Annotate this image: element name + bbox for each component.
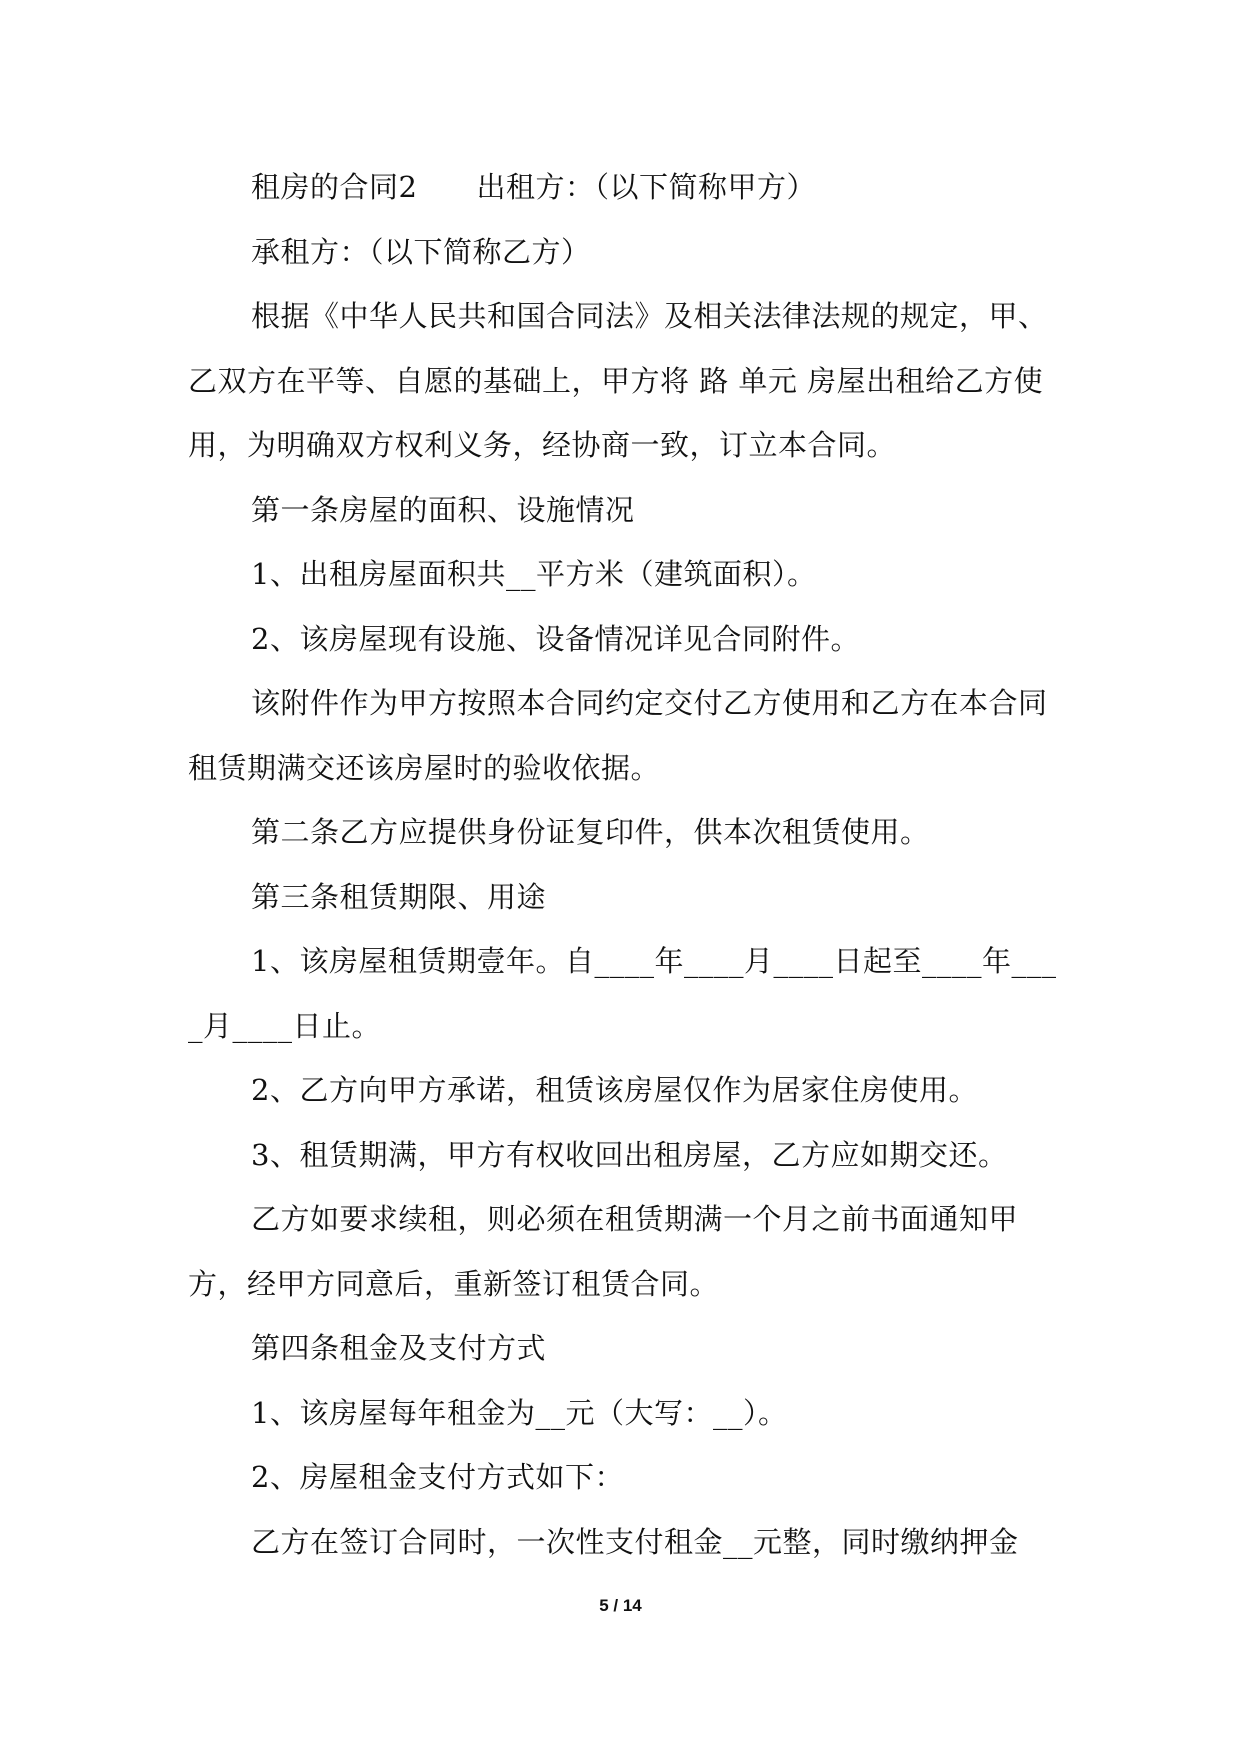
heading-article-4: 第四条租金及支付方式: [251, 1331, 547, 1365]
clause-1-1: 1、出租房屋面积共__平方米（建筑面积）。: [251, 557, 817, 591]
clause-3-1: 1、该房屋租赁期壹年。自____年____月____日起至____年____月____日止。: [188, 944, 1057, 1043]
heading-article-3: 第三条租赁期限、用途: [251, 879, 547, 914]
paragraph-renewal: 乙方如要求续租，则必须在租赁期满一个月之前书面通知甲方，经甲方同意后，重新签订租赁合同。: [188, 1202, 1019, 1301]
clause-1-2: 2、该房屋现有设施、设备情况详见合同附件。: [251, 621, 860, 656]
paragraph-preamble: 根据《中华人民共和国合同法》及相关法律法规的规定，甲、乙双方在平等、自愿的基础上，甲方将 路 单元 房屋出租给乙方使用，为明确双方权利义务，经协商一致，订立本合同。: [188, 299, 1048, 462]
clause-3-2: 2、乙方向甲方承诺，租赁该房屋仅作为居家住房使用。: [251, 1073, 978, 1107]
paragraph-lessee: 承租方：（以下简称乙方）: [251, 234, 591, 269]
page-number: 5 / 14: [599, 1596, 642, 1615]
clause-4-1: 1、该房屋每年租金为__元（大写：__）。: [251, 1395, 788, 1430]
document-body: [188, 155, 1068, 1574]
clause-3-3: 3、租赁期满，甲方有权收回出租房屋，乙方应如期交还。: [251, 1137, 1008, 1172]
clause-4-2: 2、房屋租金支付方式如下：: [251, 1460, 624, 1494]
paragraph-payment: 乙方在签订合同时，一次性支付租金__元整，同时缴纳押金: [251, 1524, 1019, 1559]
heading-article-1: 第一条房屋的面积、设施情况: [251, 492, 635, 527]
paragraph-attachment: 该附件作为甲方按照本合同约定交付乙方使用和乙方在本合同租赁期满交还该房屋时的验收依据。: [188, 686, 1048, 785]
heading-article-2: 第二条乙方应提供身份证复印件，供本次租赁使用。: [251, 815, 930, 849]
paragraph-title: 租房的合同2 出租方：（以下简称甲方）: [251, 170, 816, 204]
